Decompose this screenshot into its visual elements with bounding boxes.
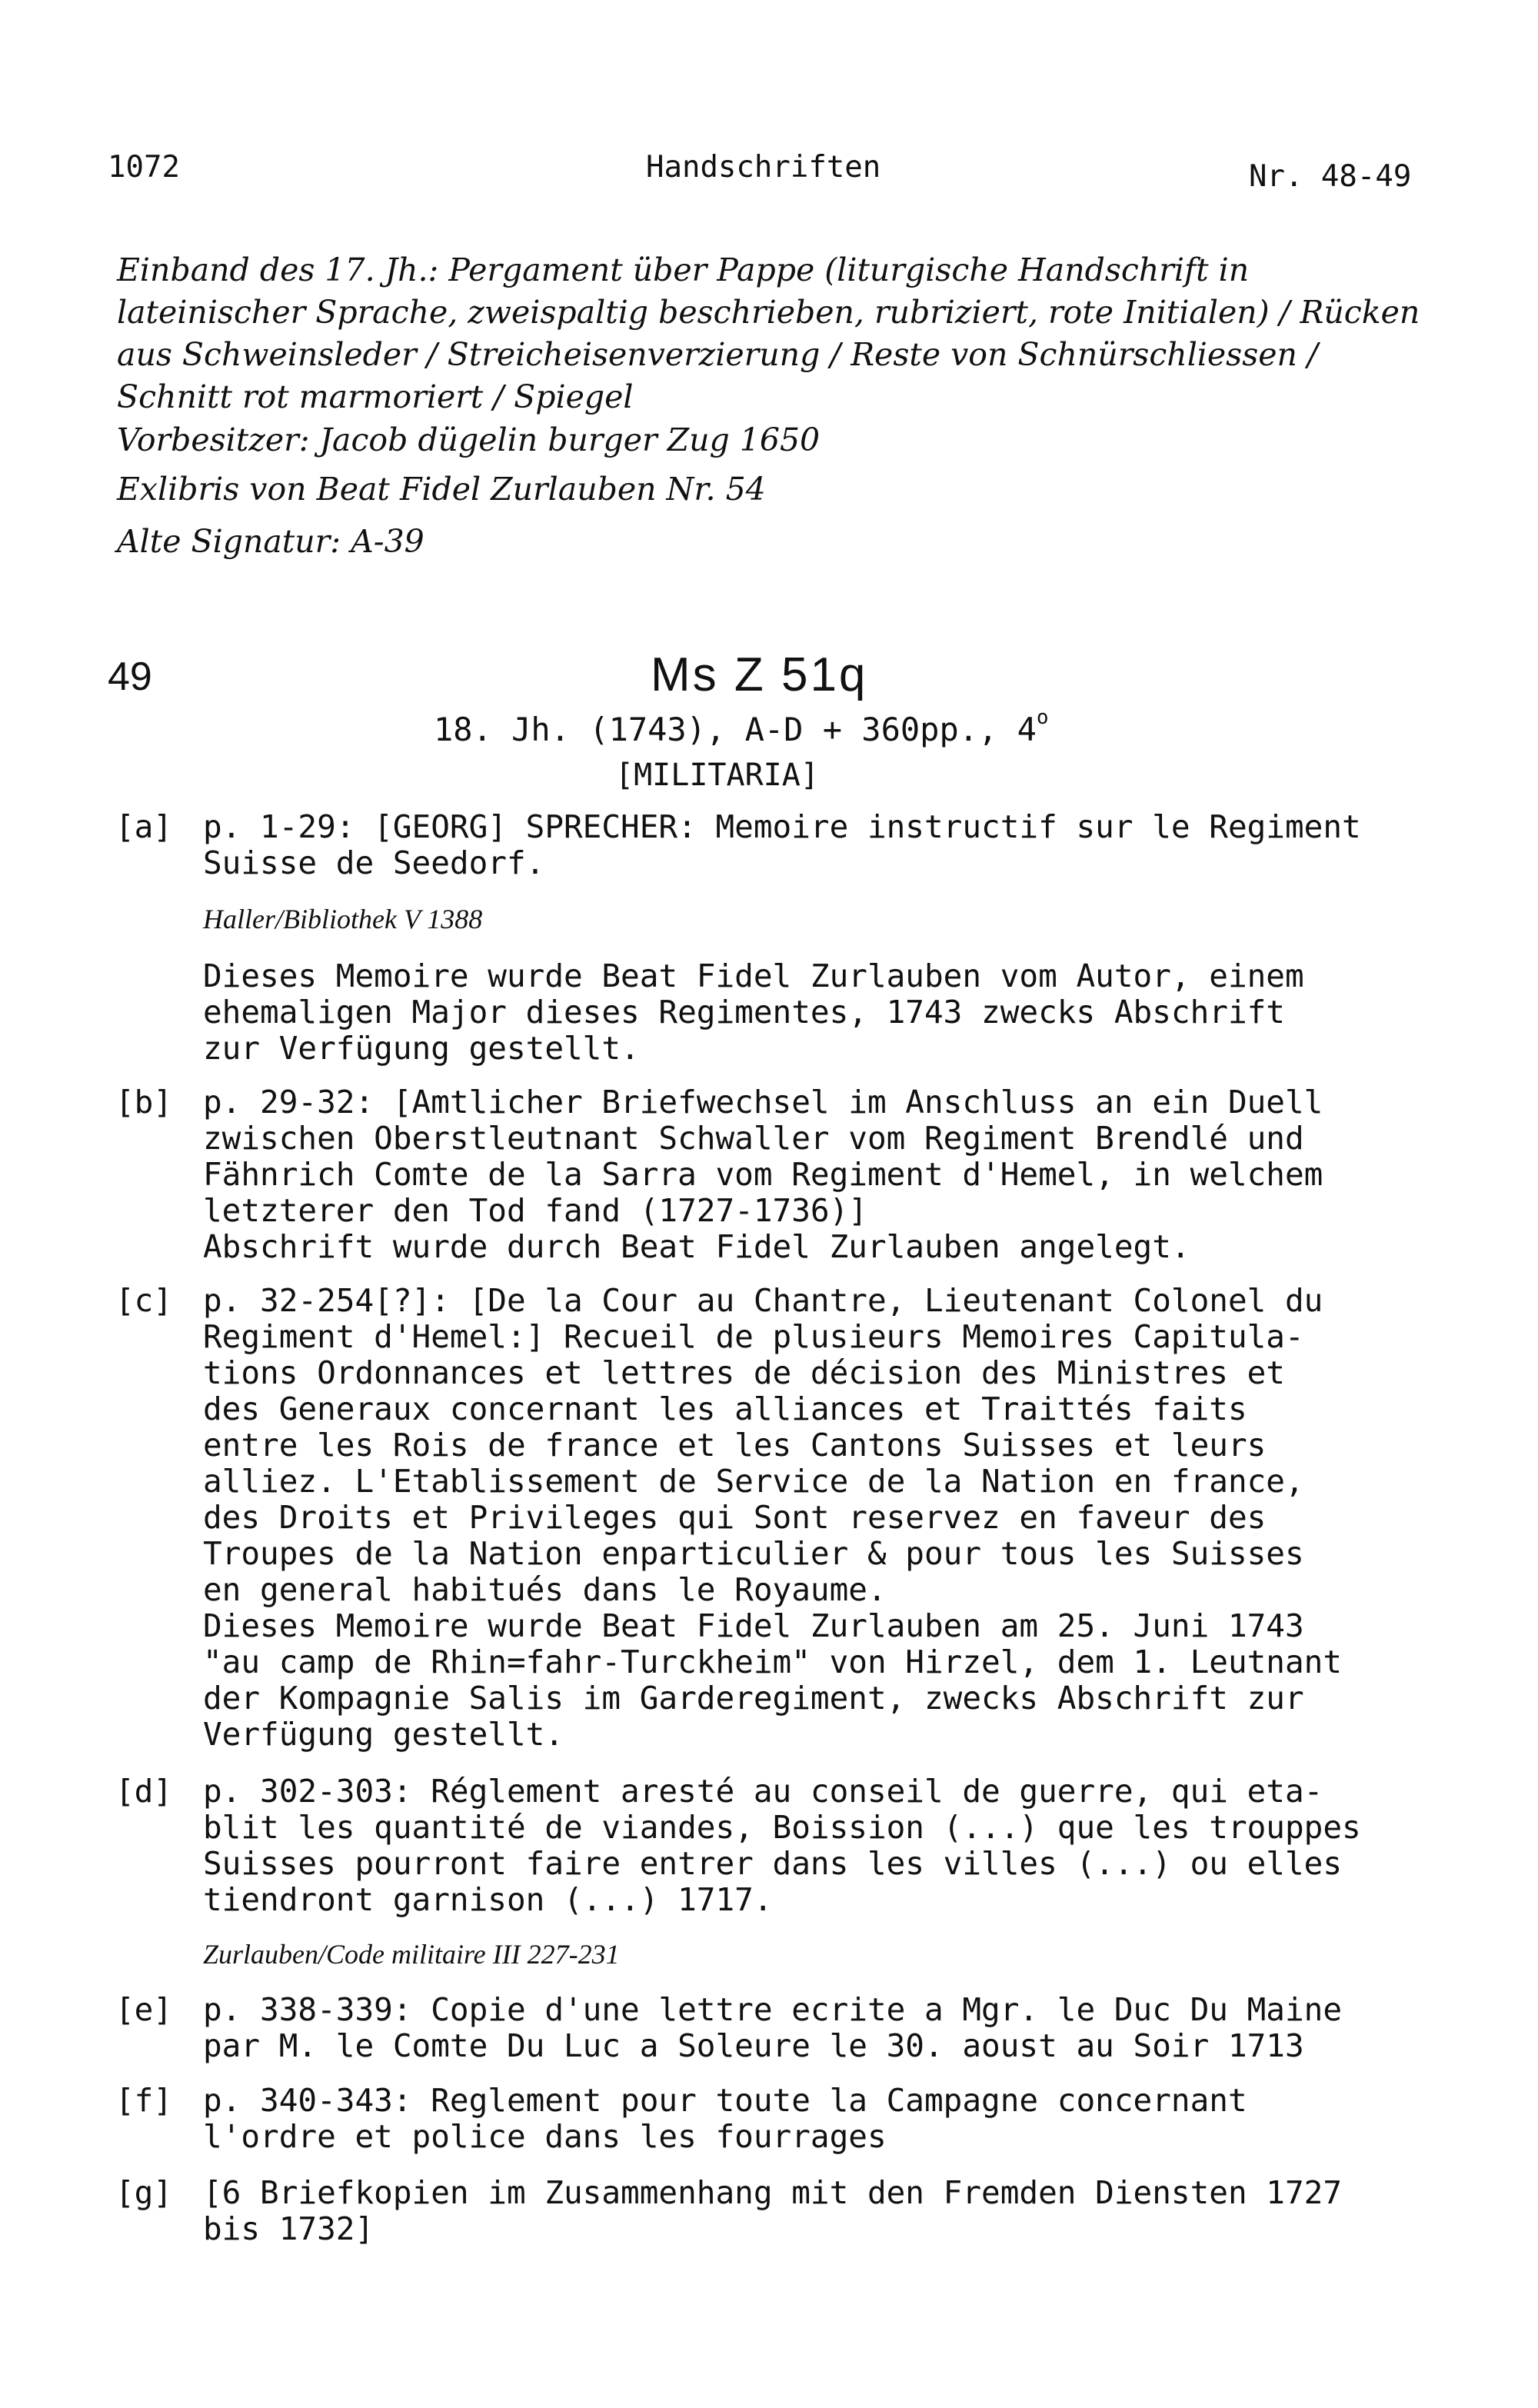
- item-a-reference: Haller/Bibliothek V 1388: [203, 904, 483, 934]
- item-label: [f]: [115, 2082, 173, 2119]
- item-text: p. 32-254[?]: [De la Cour au Chantre, Lieutenant Colonel du Regiment d'Hemel:] Recueil de plusieurs Memoires Capitula- tions Ordonnances et lettres de décision des Ministres et des Generaux concernant les alliances et Traittés faits entre les Rois de france et les Cantons Suisses et leurs alliez. L'Etablissement de Service de la Nation en france, des Droits et Privileges qui Sont reservez en faveur des Troupes de la Nation enparticulier & pour tous les Suisses en general habitués dans le Royaume. Dieses Memoire wurde Beat Fidel Zurlauben am 25. Juni 1743 "au camp de Rhin=fahr-Turckheim" von Hirzel, dem 1. Leutnant der Kompagnie Salis im Garderegiment, zwecks Abschrift zur Verfügung gestellt.: [203, 1282, 1343, 1753]
- item-text: p. 1-29: [GEORG] SPRECHER: Memoire instructif sur le Regiment Suisse de Seedorf.: [203, 808, 1361, 881]
- item-label: [d]: [115, 1773, 173, 1810]
- date-extent: [434, 706, 1049, 748]
- shelfmark: Ms Z 51q: [651, 648, 868, 701]
- item-text: p. 338-339: Copie d'une lettre ecrite a Mgr. le Duc Du Maine par M. le Comte Du Luc a Soleure le 30. aoust au Soir 1713: [203, 1991, 1343, 2064]
- item-label: [a]: [115, 808, 173, 845]
- entry-range: Nr. 48-49: [1249, 159, 1412, 194]
- provenance: Vorbesitzer: Jacob dügelin burger Zug 1650: [117, 421, 821, 458]
- subject-heading: [MILITARIA]: [615, 758, 819, 793]
- item-d-reference: Zurlauben/Code militaire III 227-231: [203, 1939, 620, 1970]
- item-text: p. 302-303: Réglement aresté au conseil de guerre, qui eta- blit les quantité de viandes, Boission (...) que les trouppes Suisses pourront faire entrer dans les villes (...) ou elles tiendront garnison (...) 1717.: [203, 1773, 1361, 1918]
- old-shelfmark: Alte Signatur: A-39: [117, 523, 424, 560]
- entry-number: 49: [108, 654, 152, 699]
- item-label: [c]: [115, 1282, 173, 1319]
- format-superscript: o: [1036, 706, 1049, 729]
- item-label: [g]: [115, 2174, 173, 2211]
- exlibris: Exlibris von Beat Fidel Zurlauben Nr. 54: [117, 471, 766, 508]
- item-a-note: Dieses Memoire wurde Beat Fidel Zurlauben vom Autor, einem ehemaligen Major dieses Regimentes, 1743 zwecks Abschrift zur Verfügung gestellt.: [203, 958, 1304, 1067]
- page-number: 1072: [108, 150, 180, 185]
- item-text: p. 340-343: Reglement pour toute la Campagne concernant l'ordre et police dans les fourrages: [203, 2082, 1247, 2155]
- date-extent-text: 18. Jh. (1743), A-D + 360pp., 4: [434, 711, 1037, 748]
- binding-description: Einband des 17. Jh.: Pergament über Pappe (liturgische Handschrift in lateinischer Sprache, zweispaltig beschrieben, rubriziert, rote Initialen) / Rücken aus Schweinsleder / Streicheisenverzierung / Reste von Schnürschliessen / Schnitt rot marmoriert / Spiegel: [117, 251, 1420, 415]
- item-label: [b]: [115, 1084, 173, 1121]
- running-title: Handschriften: [646, 150, 881, 185]
- item-text: [6 Briefkopien im Zusammenhang mit den Fremden Diensten 1727 bis 1732]: [203, 2174, 1343, 2247]
- item-label: [e]: [115, 1991, 173, 2028]
- item-text: p. 29-32: [Amtlicher Briefwechsel im Anschluss an ein Duell zwischen Oberstleutnant Schwaller vom Regiment Brendlé und Fähnrich Comte de la Sarra vom Regiment d'Hemel, in welchem letzterer den Tod fand (1727-1736)] Abschrift wurde durch Beat Fidel Zurlauben angelegt.: [203, 1084, 1323, 1265]
